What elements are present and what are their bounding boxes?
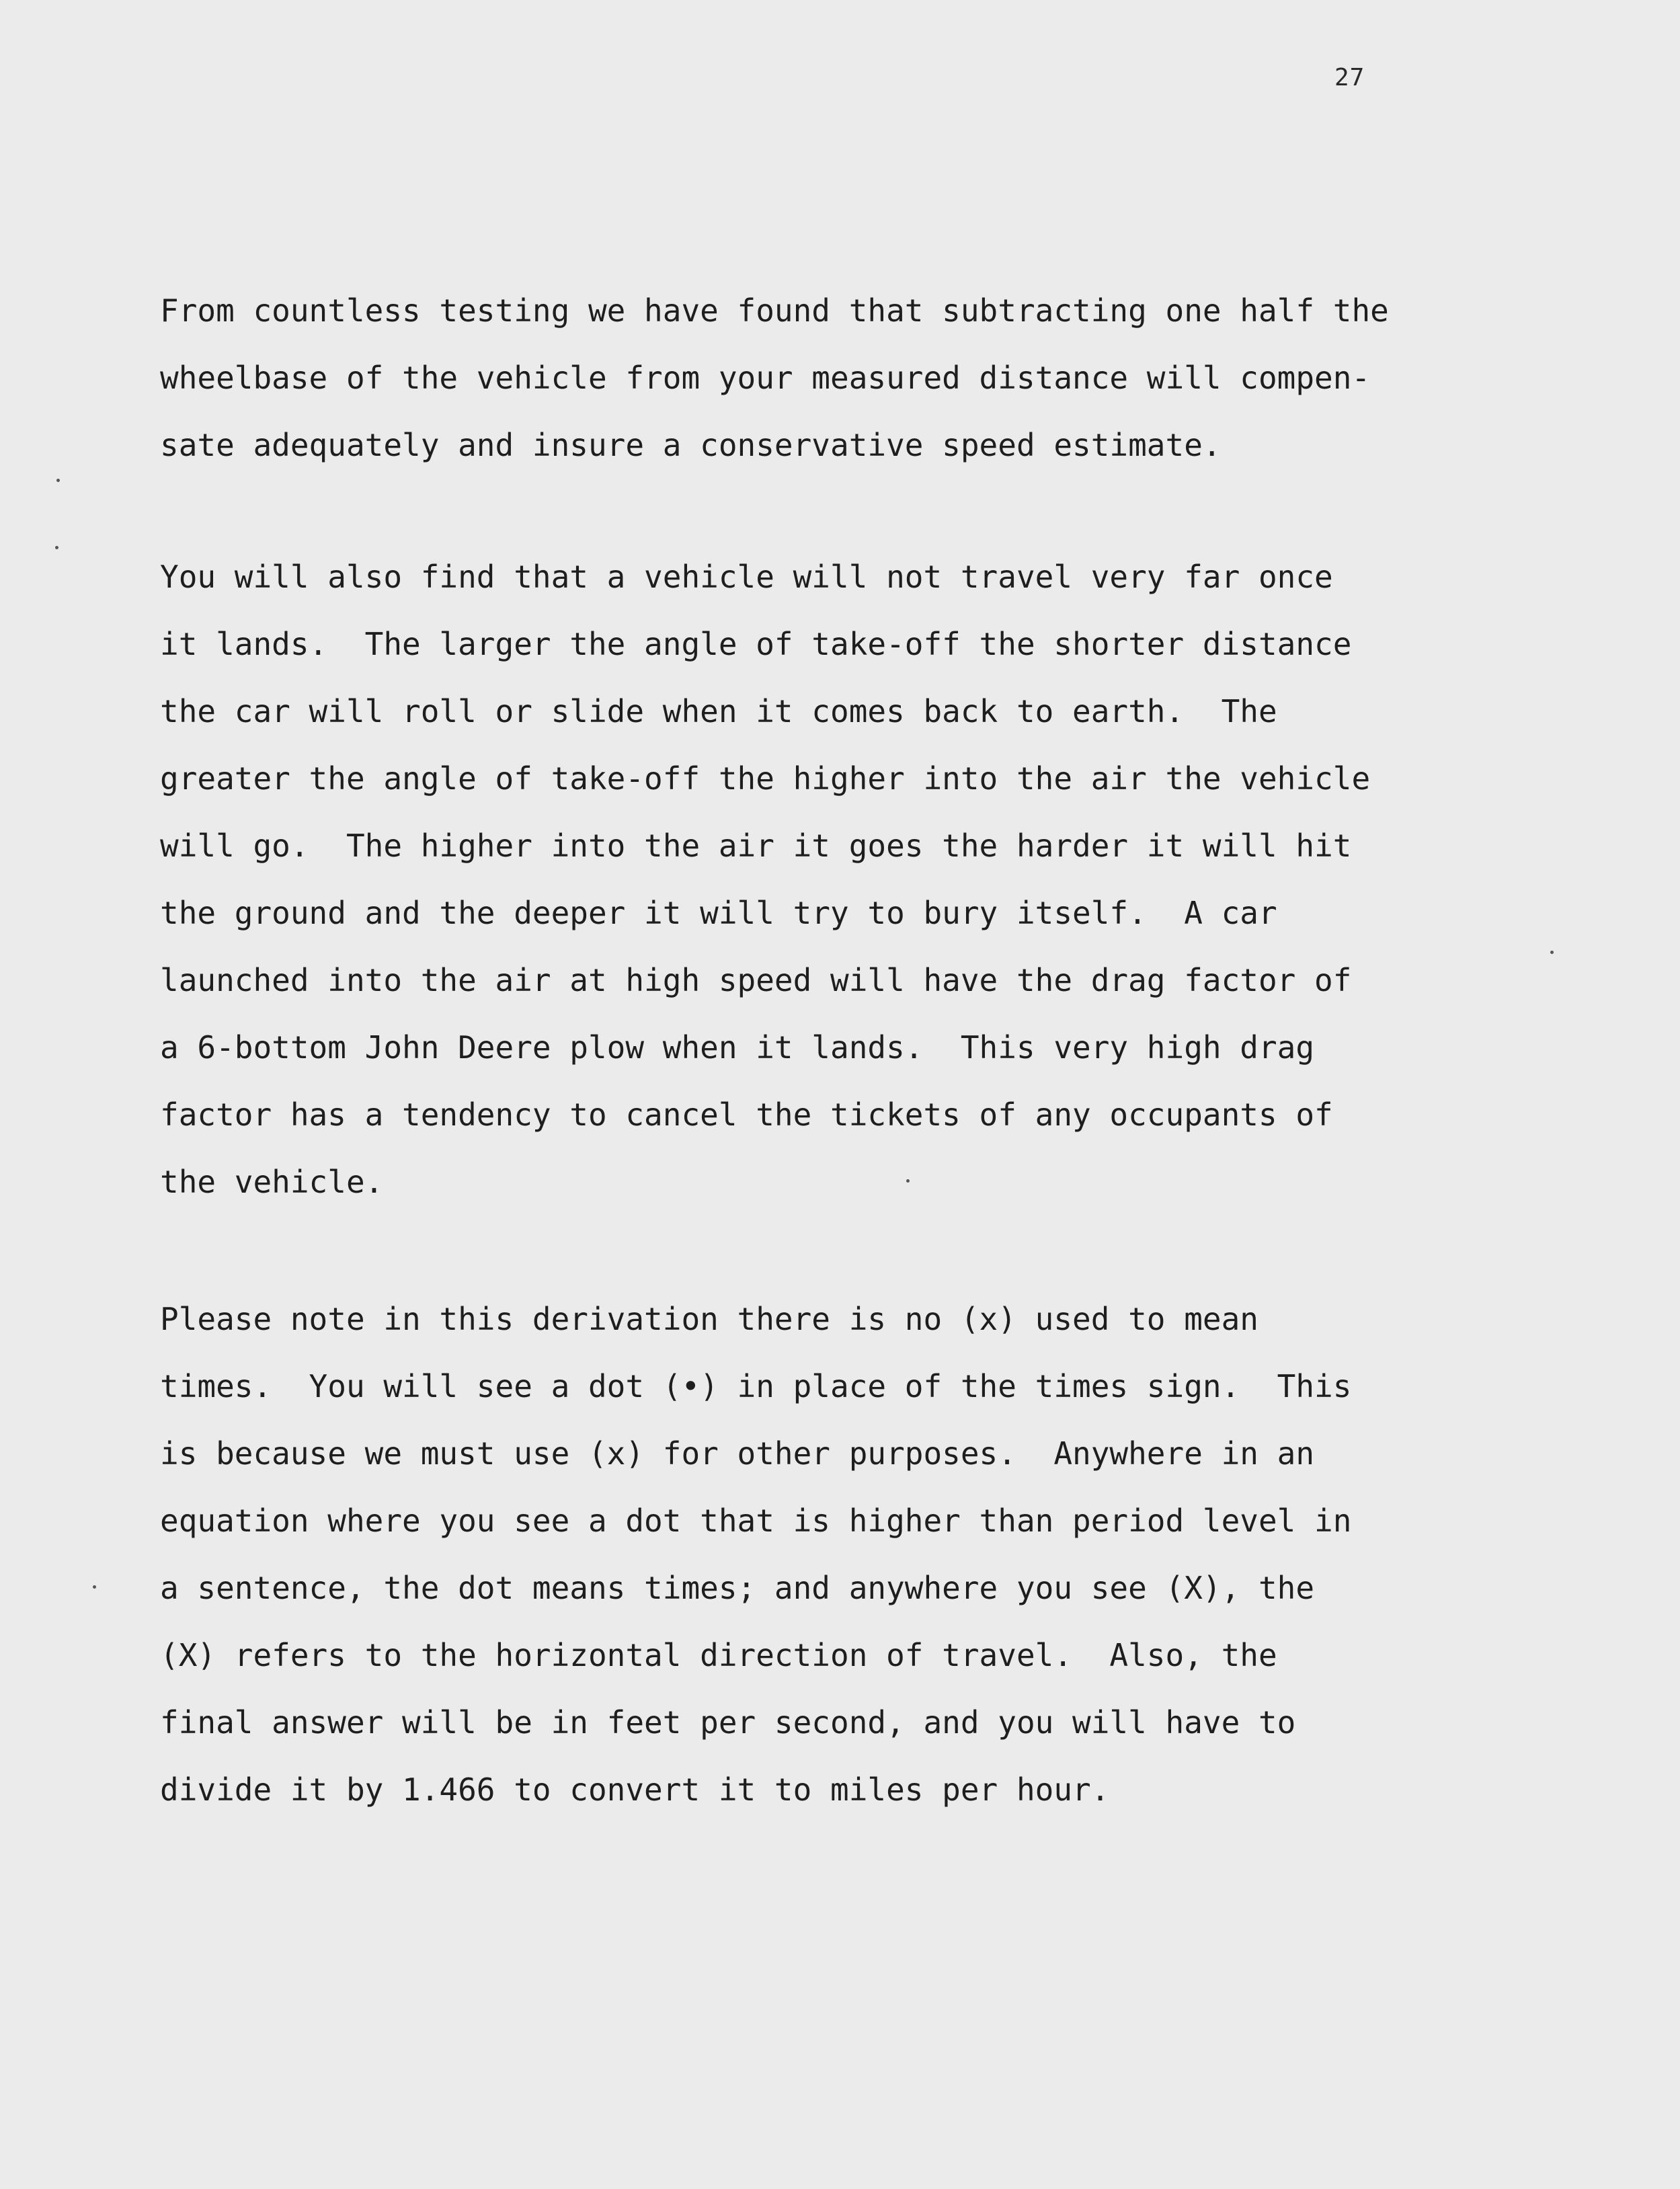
page-number: 27 [1334, 64, 1365, 91]
text-line: is because we must use (x) for other purposes. Anywhere in an [160, 1435, 1315, 1472]
paragraph-vehicle-landing [160, 543, 1370, 1216]
paragraph-notation-note [160, 1285, 1351, 1823]
text-line: times. You will see a dot (•) in place of the times sign. This [160, 1368, 1352, 1404]
text-line: the ground and the deeper it will try to bury itself. A car [160, 895, 1277, 931]
scan-speck [55, 546, 58, 549]
text-line: it lands. The larger the angle of take-off the shorter distance [160, 626, 1352, 662]
text-line: factor has a tendency to cancel the tickets of any occupants of [160, 1097, 1333, 1133]
text-line: equation where you see a dot that is higher than period level in [160, 1503, 1352, 1539]
text-line: Please note in this derivation there is no (x) used to mean [160, 1301, 1258, 1337]
text-line: final answer will be in feet per second, and you will have to [160, 1704, 1296, 1741]
scan-speck [1550, 951, 1554, 954]
text-line: (X) refers to the horizontal direction of travel. Also, the [160, 1637, 1277, 1673]
text-line: divide it by 1.466 to convert it to miles per hour. [160, 1772, 1110, 1808]
scan-speck [906, 1179, 910, 1183]
text-line: sate adequately and insure a conservative speed estimate. [160, 427, 1222, 463]
text-line: the vehicle. [160, 1164, 384, 1200]
paragraph-wheelbase-compensation [160, 277, 1389, 479]
text-line: wheelbase of the vehicle from your measured distance will compen- [160, 360, 1371, 396]
text-line: You will also find that a vehicle will not travel very far once [160, 559, 1333, 595]
text-line: greater the angle of take-off the higher into the air the vehicle [160, 760, 1371, 797]
text-line: a sentence, the dot means times; and anywhere you see (X), the [160, 1570, 1315, 1606]
text-line: From countless testing we have found that subtracting one half the [160, 292, 1389, 329]
scan-speck [56, 479, 60, 482]
text-line: launched into the air at high speed will have the drag factor of [160, 962, 1352, 998]
scan-speck [93, 1585, 96, 1589]
text-line: the car will roll or slide when it comes back to earth. The [160, 693, 1277, 729]
text-line: a 6-bottom John Deere plow when it lands. This very high drag [160, 1029, 1315, 1066]
text-line: will go. The higher into the air it goes the harder it will hit [160, 828, 1352, 864]
